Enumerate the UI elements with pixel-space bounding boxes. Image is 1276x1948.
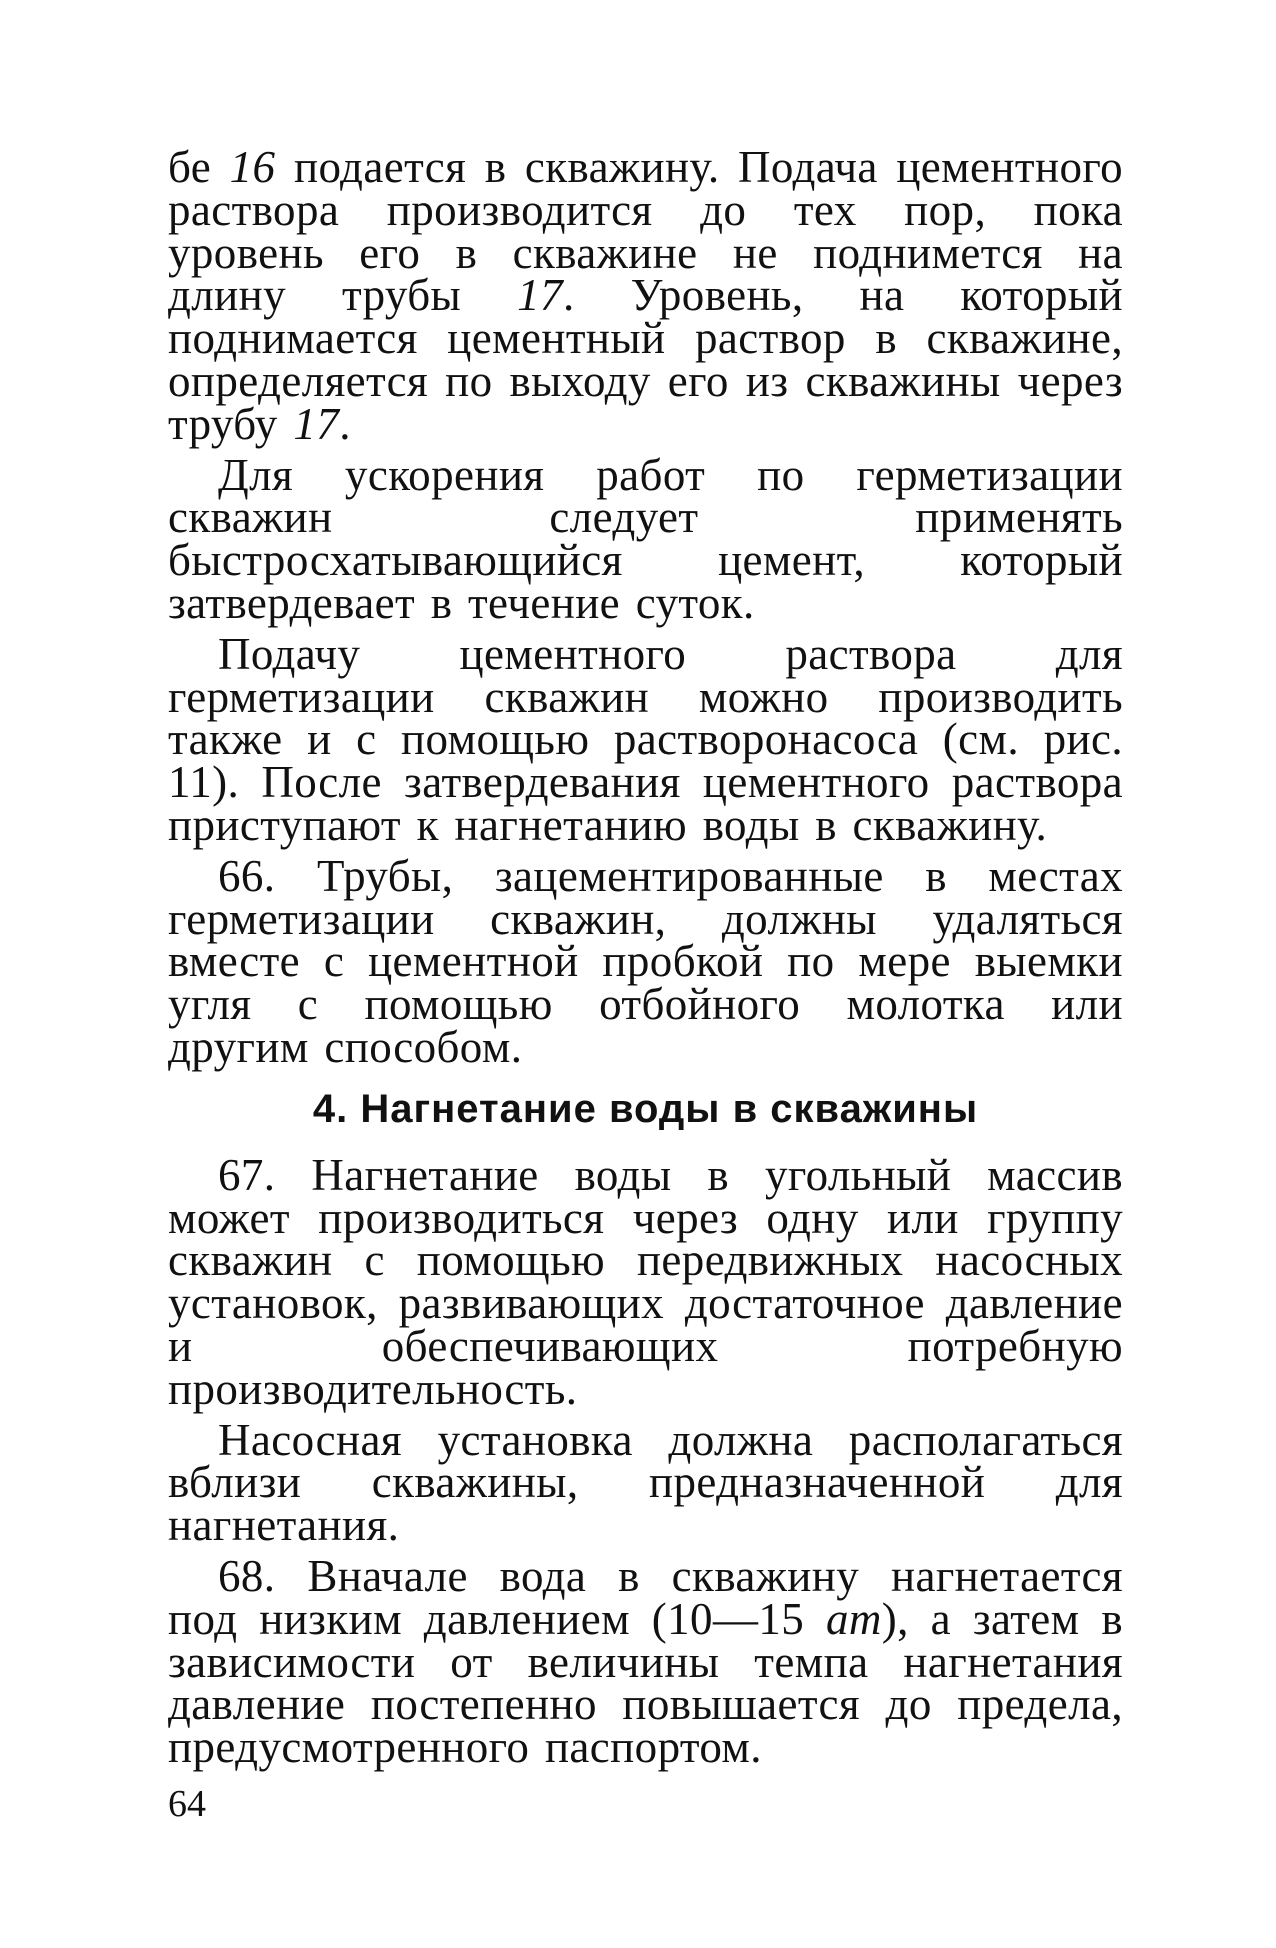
paragraph-68	[168, 1550, 1123, 1773]
text-run: ), а затем в зависимости от величины темпа нагнетания давление постепенно повышается до предела, предусмотренного паспортом.	[168, 1593, 1123, 1773]
paragraph-pump-location: Насосная установка должна располагаться вблизи скважины, предназначенной для нагнетания.	[168, 1414, 1123, 1551]
text-run: подается в скважину. Подача цементного раствора производится до тех пор, пока уровень его в скважине не поднимется на длину трубы	[168, 142, 1123, 321]
paragraph-66: 66. Трубы, зацементированные в местах герметизации скважин, должны удаляться вместе с цементной пробкой по мере выемки угля с помощью отбойного молотка или другим способом.	[168, 850, 1123, 1072]
paragraph-continuation	[168, 142, 1123, 449]
text-run: .	[339, 398, 351, 449]
figure-ref-16: 16	[229, 142, 276, 192]
page-body	[168, 142, 1123, 1777]
unit-at: ат	[825, 1593, 882, 1644]
page-number: 64	[168, 1783, 206, 1825]
paragraph-pump-feed: Подачу цементного раствора для герметизации скважин можно производить также и с помощью растворонасоса (см. рис. 11). После затвердевания цементного раствора приступают к нагнетанию воды в скважину.	[168, 628, 1123, 850]
text-run: 68. Вначале вода в скважину нагнетается под низким давлением (10—15	[168, 1550, 1123, 1644]
section-heading: 4. Нагнетание воды в скважины	[312, 1086, 979, 1131]
text-run: . Уровень, на который поднимается цементный раствор в скважине, определяется по выходу его из скважины через трубу	[168, 270, 1123, 449]
figure-ref-17: 17	[293, 398, 340, 449]
paragraph-67: 67. Нагнетание воды в угольный массив может производиться через одну или группу скважин с помощью передвижных насосных установок, развивающих достаточное давление и обеспечивающих потребную производительность.	[168, 1149, 1123, 1414]
text-run: бе	[168, 142, 230, 192]
paragraph-cement: Для ускорения работ по герметизации скважин следует применять быстросхатывающийся цемент, который затвердевает в течение суток.	[168, 449, 1123, 628]
figure-ref-17: 17	[517, 270, 563, 321]
